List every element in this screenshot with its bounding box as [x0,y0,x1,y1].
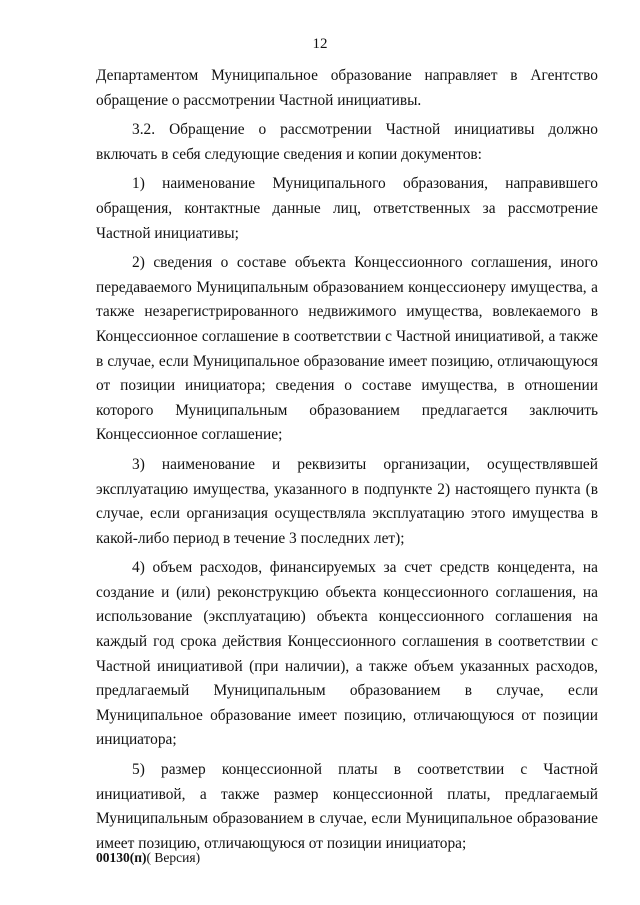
paragraph-section-3-2: 3.2. Обращение о рассмотрении Частной инициативы должно включать в себя следующие сведения и копии документов: [96,121,598,163]
document-code: 00130(п) [96,850,147,865]
paragraph-item-2: 2) сведения о составе объекта Концессионного соглашения, иного передаваемого Муниципальным образованием концессионеру имущества, а также незарегистрированного недвижимого имущества, вовлекаемого в Концессионное соглашение в соответствии с Частной инициативой, а также в случае, если Муниципальное образование имеет позицию, отличающуюся от позиции инициатора; сведения о составе имущества, в отношении которого Муниципальным образованием предлагается заключить Концессионное соглашение; [96,254,598,444]
paragraph-item-5: 5) размер концессионной платы в соответствии с Частной инициативой, а также размер концессионной платы, предлагаемый Муниципальным образованием в случае, если Муниципальное образование имеет позицию, отличающуюся от позиции инициатора; [96,761,598,852]
document-version: ( Версия) [146,850,201,865]
paragraph-item-1: 1) наименование Муниципального образования, направившего обращения, контактные данные лиц, ответственных за рассмотрение Частной инициативы; [96,175,598,242]
paragraph-continuation: Департаментом Муниципальное образование направляет в Агентство обращение о рассмотрении Частной инициативы. [96,67,598,109]
page-number: 12 [312,36,328,52]
document-body [96,64,598,861]
footer [96,850,200,866]
paragraph-item-3: 3) наименование и реквизиты организации, осуществлявшей эксплуатацию имущества, указанного в подпункте 2) настоящего пункта (в случае, если организация осуществляла эксплуатацию этого имущества в какой-либо период в течение 3 последних лет); [96,455,598,547]
paragraph-item-4: 4) объем расходов, финансируемых за счет средств концедента, на создание и (или) реконструкцию объекта концессионного соглашения, на использование (эксплуатацию) объекта концессионного соглашения на каждый год срока действия Концессионного соглашения в соответствии с Частной инициативой (при наличии), а также объем указанных расходов, предлагаемый Муниципальным образованием в случае, если Муниципальное образование имеет позицию, отличающуюся от позиции инициатора; [96,559,598,749]
